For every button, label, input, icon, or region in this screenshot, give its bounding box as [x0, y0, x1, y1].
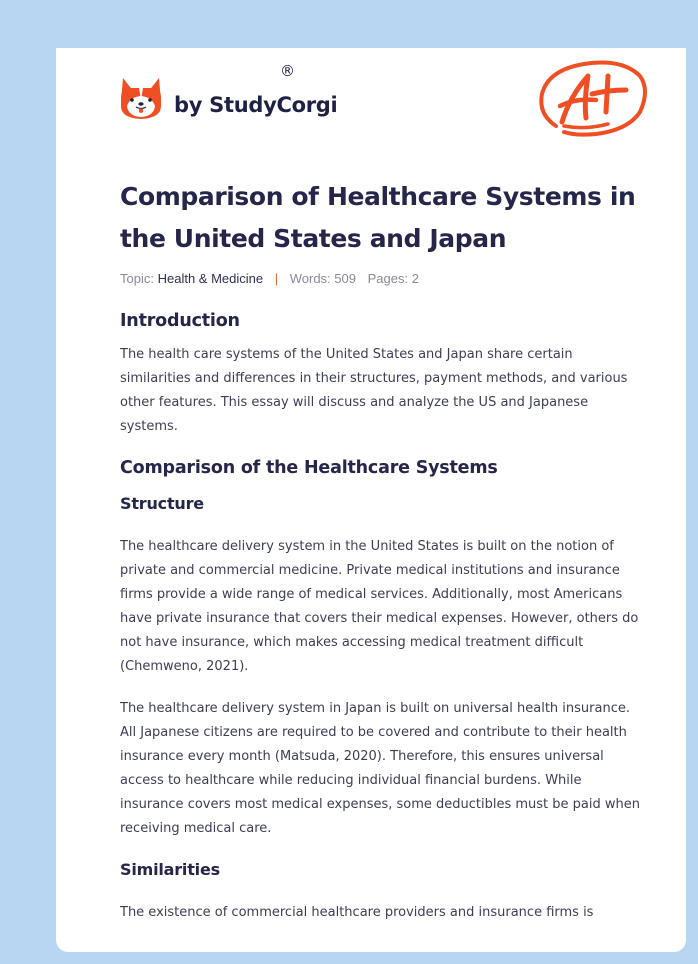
circled-a-plus-icon: [536, 56, 650, 140]
page-count: Pages: 2: [367, 271, 419, 286]
similarities-paragraph: The existence of commercial healthcare providers and insurance firms is: [120, 905, 594, 920]
structure-paragraph-us: The healthcare delivery system in the United States is built on the notion of private and commercial medicine. Private medical institutions and insurance firms provide a wide range of medical services. Additionally, most Americans have private insurance that covers their medical expenses. However, others do not have insurance, which makes accessing medical treatment difficult (Chemweno, 2021).: [120, 539, 639, 674]
word-count: Words: 509: [289, 271, 356, 286]
section-heading-comparison: Comparison of the Healthcare Systems: [120, 458, 498, 478]
page-title: Comparison of Healthcare Systems in the United States and Japan: [120, 182, 636, 253]
topic-label: Topic:: [120, 271, 154, 286]
subsection-heading-structure: Structure: [120, 494, 204, 513]
subsection-heading-similarities: Similarities: [120, 860, 220, 879]
structure-paragraph-japan: The healthcare delivery system in Japan is built on universal health insurance. All Japanese citizens are required to be covered and contribute to their health insurance every month (Matsuda, 2020). Therefore, this ensures universal access to healthcare while reducing individual financial burdens. While insurance covers most medical expenses, some deductibles must be paid when receiving medical care.: [120, 701, 640, 836]
document-header: [56, 48, 686, 158]
document-card: [56, 48, 686, 952]
meta-separator: |: [274, 271, 279, 286]
corgi-face-icon: [120, 76, 162, 120]
logo-text: by StudyCorgi: [174, 93, 338, 117]
section-heading-introduction: Introduction: [120, 311, 240, 331]
introduction-paragraph: The health care systems of the United States and Japan share certain similarities and differences in their structures, payment methods, and various other features. This essay will discuss and analyze the US and Japanese systems.: [120, 347, 628, 434]
article-meta: [120, 270, 640, 288]
studycorgi-logo[interactable]: [120, 76, 337, 120]
article-content: [120, 176, 640, 925]
topic-link[interactable]: Health & Medicine: [157, 271, 264, 286]
registered-mark: ®: [280, 62, 295, 80]
